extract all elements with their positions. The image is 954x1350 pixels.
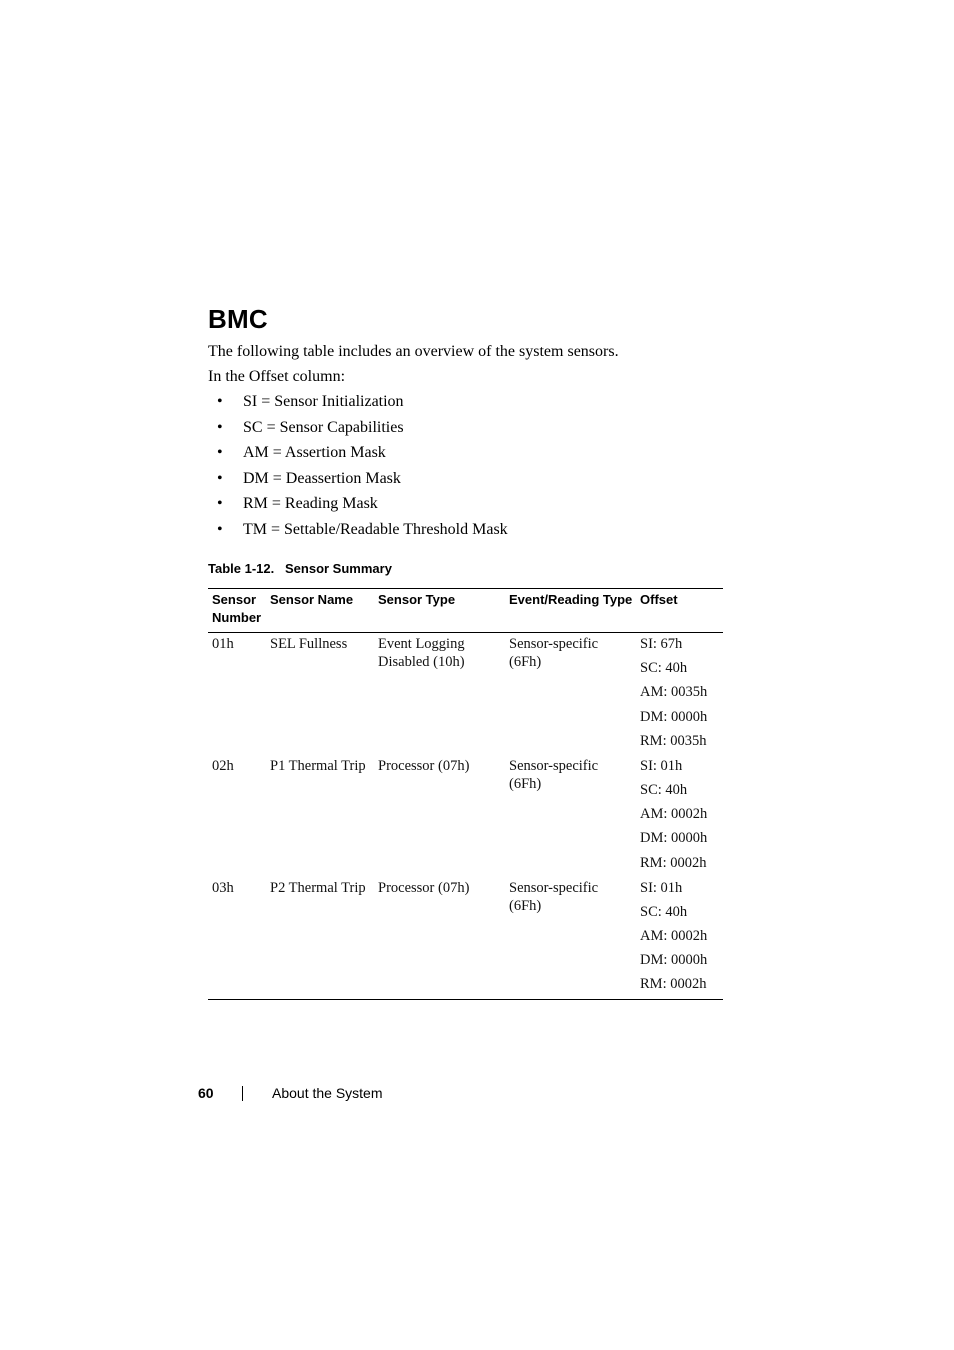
list-item: [208, 520, 508, 546]
offset-value: AM: 0002h: [640, 927, 708, 944]
header-sensor-name: Sensor Name: [266, 589, 374, 633]
page-number: 60: [198, 1085, 214, 1101]
list-item-text: DM = Deassertion Mask: [243, 469, 401, 487]
cell-sensor-number: 01h: [212, 636, 234, 652]
offset-value: DM: 0000h: [640, 830, 708, 847]
table-row: [208, 633, 723, 756]
offset-value: SC: 40h: [640, 660, 688, 677]
cell-sensor-type: Processor (07h): [378, 757, 470, 774]
bullet-icon: •: [217, 520, 223, 538]
list-item: [208, 443, 508, 469]
table-caption-number: Table 1-12.: [208, 561, 275, 576]
intro-paragraph: The following table includes an overview of the system sensors.: [208, 343, 619, 360]
cell-offset: [636, 633, 723, 756]
list-item: [208, 494, 508, 520]
offset-value: AM: 0002h: [640, 806, 708, 823]
bullet-icon: •: [217, 469, 223, 487]
list-item-text: RM = Reading Mask: [243, 495, 378, 513]
offset-value: DM: 0000h: [640, 708, 708, 725]
cell-sensor-number: 02h: [212, 757, 234, 774]
list-item-text: SI = Sensor Initialization: [243, 393, 404, 410]
cell-sensor-name: P1 Thermal Trip: [270, 757, 366, 774]
footer-section-title: About the System: [272, 1085, 383, 1101]
list-item: [208, 469, 508, 495]
header-event-reading-type: Event/Reading Type: [505, 589, 636, 633]
offset-value: RM: 0002h: [640, 854, 707, 871]
cell-offset: [636, 756, 723, 878]
cell-sensor-type: Event Logging Disabled (10h): [378, 636, 465, 670]
list-item-text: AM = Assertion Mask: [243, 444, 386, 462]
bullet-icon: •: [217, 444, 223, 462]
cell-sensor-name: P2 Thermal Trip: [270, 879, 366, 896]
list-item-text: SC = Sensor Capabilities: [243, 418, 404, 436]
cell-offset: [636, 878, 723, 1000]
header-offset: Offset: [636, 589, 723, 633]
offset-value: SI: 01h: [640, 879, 683, 896]
offset-value: SC: 40h: [640, 781, 688, 798]
offset-value: SI: 01h: [640, 757, 683, 774]
bullet-icon: •: [217, 393, 223, 410]
cell-sensor-number: 03h: [212, 879, 234, 896]
header-sensor-type: Sensor Type: [374, 589, 505, 633]
table-row: [208, 878, 723, 1000]
footer-separator: [242, 1086, 243, 1101]
offset-value: AM: 0035h: [640, 684, 708, 701]
page-footer: [0, 1084, 954, 1104]
bullet-icon: •: [217, 495, 223, 513]
section-heading: BMC: [208, 304, 268, 334]
offset-value: SC: 40h: [640, 903, 688, 920]
table-row: [208, 756, 723, 878]
cell-sensor-name: SEL Fullness: [270, 636, 348, 652]
offset-value: RM: 0035h: [640, 732, 707, 749]
offset-abbreviation-list: [208, 392, 508, 546]
cell-event-reading-type: Sensor-specific (6Fh): [509, 757, 599, 792]
list-item: [208, 418, 508, 444]
table-caption-title: Sensor Summary: [285, 561, 392, 576]
table-caption: [208, 560, 392, 578]
table-header-row: [208, 589, 723, 633]
list-item-text: TM = Settable/Readable Threshold Mask: [243, 520, 508, 538]
header-sensor-number: Sensor Number: [208, 589, 266, 633]
list-item: [208, 392, 508, 418]
cell-sensor-type: Processor (07h): [378, 879, 470, 896]
offset-value: RM: 0002h: [640, 976, 707, 993]
offset-value: DM: 0000h: [640, 952, 708, 969]
offset-value: SI: 67h: [640, 636, 683, 652]
offset-intro-paragraph: In the Offset column:: [208, 368, 346, 385]
cell-event-reading-type: Sensor-specific (6Fh): [509, 879, 599, 914]
bullet-icon: •: [217, 418, 223, 436]
cell-event-reading-type: Sensor-specific (6Fh): [509, 636, 599, 670]
sensor-summary-table: [208, 588, 723, 1000]
